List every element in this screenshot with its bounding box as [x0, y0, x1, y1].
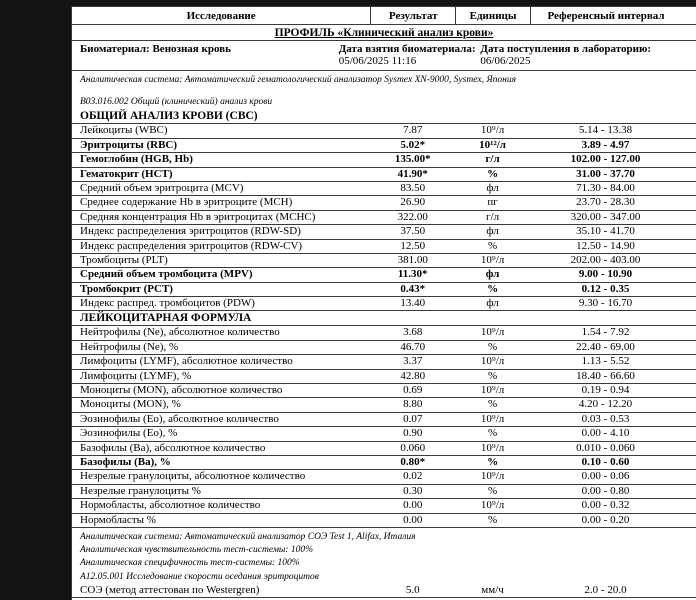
- table-row: [72, 196, 696, 210]
- test-result: 46.70: [400, 340, 426, 353]
- table-row: [72, 139, 696, 153]
- test-result: 135.00*: [394, 153, 431, 166]
- test-units: 10⁹/л: [480, 326, 505, 339]
- test-reference-interval: 71.30 - 84.00: [576, 181, 635, 194]
- test-name: Эозинофилы (Eo), абсолютное количество: [80, 412, 279, 425]
- test-result: 3.37: [403, 355, 423, 368]
- table-row: [72, 470, 696, 484]
- test-units: 10⁹/л: [480, 253, 505, 266]
- table-row: [72, 124, 696, 138]
- test-reference-interval: 0.00 - 4.10: [581, 427, 630, 440]
- biomaterial-row: [72, 41, 696, 71]
- test-result: 381.00: [397, 253, 428, 266]
- analytics-note-line: А12.05.001 Исследование скорости оседания эритроцитов: [80, 571, 319, 582]
- test-units: 10⁹/л: [480, 412, 505, 425]
- test-units: мм/ч: [481, 583, 504, 596]
- analytics-note-line: [72, 87, 696, 96]
- test-result: 7.87: [403, 124, 423, 137]
- test-result: 0.69: [403, 384, 423, 397]
- table-row: [72, 427, 696, 441]
- test-name: СОЭ (метод аттестован по Westergren): [80, 583, 260, 596]
- test-result: 0.07: [403, 412, 423, 425]
- test-name: Индекс распределения эритроцитов (RDW-SD): [80, 225, 301, 238]
- table-row: [72, 584, 696, 598]
- test-units: г/л: [485, 153, 500, 166]
- test-units: 10⁹/л: [480, 124, 505, 137]
- test-result: 0.43*: [400, 282, 426, 295]
- analytics-note-line: Аналитическая специфичность тест-системы: 100%: [80, 558, 300, 569]
- test-reference-interval: 3.89 - 4.97: [581, 138, 630, 151]
- report-title: ПРОФИЛЬ «Клинический анализ крови»: [274, 27, 494, 39]
- test-units: %: [487, 340, 498, 353]
- test-reference-interval: 0.00 - 0.20: [581, 513, 630, 526]
- table-row: [72, 370, 696, 384]
- test-reference-interval: 0.03 - 0.53: [581, 412, 630, 425]
- test-units: 10⁹/л: [480, 441, 505, 454]
- test-result: 0.80*: [400, 456, 426, 468]
- test-name: Лейкоциты (WBC): [80, 124, 168, 137]
- test-result: 11.30*: [397, 268, 428, 281]
- date-collected-value: 05/06/2025 11:16: [338, 55, 417, 67]
- test-name: Моноциты (MON), абсолютное количество: [80, 384, 283, 397]
- test-result: 13.40: [400, 297, 426, 310]
- lab-report-document: [71, 6, 696, 600]
- test-units: 10⁹/л: [480, 355, 505, 368]
- test-reference-interval: 9.00 - 10.90: [578, 268, 633, 281]
- table-row: [72, 297, 696, 311]
- test-name: Гематокрит (HCT): [80, 167, 173, 180]
- test-units: фл: [485, 268, 500, 281]
- test-name: Нейтрофилы (Ne), %: [80, 340, 179, 353]
- test-name: Незрелые гранулоциты, абсолютное количество: [80, 470, 306, 483]
- table-row: [72, 499, 696, 513]
- column-header-reference: Референсный интервал: [530, 7, 681, 24]
- test-name: Индекс распределения эритроцитов (RDW-CV): [80, 239, 303, 252]
- test-name: Нейтрофилы (Ne), абсолютное количество: [80, 326, 280, 339]
- table-row: [72, 283, 696, 297]
- date-received-cell: [480, 43, 696, 67]
- test-name: Средняя концентрация Hb в эритроцитах (MCHC): [80, 210, 316, 223]
- test-name: Моноциты (MON), %: [80, 398, 181, 411]
- test-reference-interval: 2.0 - 20.0: [584, 583, 627, 596]
- test-units: %: [487, 456, 499, 468]
- test-units: 10¹²/л: [479, 138, 506, 151]
- test-result: 0.90: [403, 427, 423, 440]
- date-collected-label: Дата взятия биоматериала:: [338, 43, 476, 55]
- test-result: 3.68: [403, 326, 423, 339]
- report-rows: [72, 71, 696, 598]
- section-title: ЛЕЙКОЦИТАРНАЯ ФОРМУЛА: [72, 311, 696, 326]
- table-header-row: [72, 6, 696, 25]
- test-name: Индекс распред. тромбоцитов (PDW): [80, 297, 255, 310]
- test-result: 5.0: [405, 583, 420, 596]
- report-title-row: [72, 25, 696, 41]
- test-units: %: [487, 484, 498, 497]
- test-result: 5.02*: [400, 138, 426, 151]
- test-units: г/л: [486, 210, 500, 223]
- test-reference-interval: 102.00 - 127.00: [570, 153, 641, 166]
- test-reference-interval: 12.50 - 14.90: [576, 239, 635, 252]
- test-result: 0.02: [403, 470, 423, 483]
- test-name: Лимфоциты (LYMF), абсолютное количество: [80, 355, 293, 368]
- test-name: Гемоглобин (HGB, Hb): [80, 153, 193, 166]
- table-row: [72, 355, 696, 369]
- test-reference-interval: 18.40 - 66.60: [576, 369, 635, 382]
- analytics-note-line: Аналитическая система: Автоматический гематологический анализатор Sysmex XN-9000, Sysmex, Япония: [80, 75, 516, 85]
- test-result: 12.50: [400, 239, 426, 252]
- test-units: %: [487, 282, 499, 295]
- test-units: %: [487, 398, 498, 411]
- test-units: %: [487, 239, 498, 252]
- analytics-notes-block: [72, 528, 696, 584]
- test-result: 0.00: [403, 499, 423, 512]
- test-result: 0.060: [400, 441, 426, 454]
- test-reference-interval: 5.14 - 13.38: [578, 124, 633, 137]
- analytics-notes-block: [72, 71, 696, 109]
- test-reference-interval: 35.10 - 41.70: [576, 225, 635, 238]
- table-row: [72, 456, 696, 470]
- analytics-note-line: В03.016.002 Общий (клинический) анализ крови: [80, 97, 273, 108]
- test-reference-interval: 0.00 - 0.06: [581, 470, 630, 483]
- test-reference-interval: 320.00 - 347.00: [570, 210, 641, 223]
- table-row: [72, 153, 696, 167]
- test-units: %: [487, 427, 498, 440]
- test-units: фл: [486, 297, 499, 310]
- column-header-test: Исследование: [186, 10, 256, 22]
- test-units: %: [487, 369, 498, 382]
- test-reference-interval: 23.70 - 28.30: [576, 196, 635, 209]
- test-reference-interval: 22.40 - 69.00: [576, 340, 635, 353]
- table-row: [72, 225, 696, 239]
- date-received-value: 06/06/2025: [480, 55, 531, 67]
- table-row: [72, 398, 696, 412]
- biomaterial-cell: [80, 43, 339, 67]
- table-row: [72, 442, 696, 456]
- test-result: 322.00: [397, 210, 428, 223]
- test-result: 83.50: [400, 181, 426, 194]
- test-name: Тромбоциты (PLT): [80, 253, 168, 266]
- test-name: Базофилы (Ba), абсолютное количество: [80, 441, 266, 454]
- test-name: Среднее содержание Hb в эритроците (MCH): [80, 196, 293, 209]
- table-row: [72, 326, 696, 340]
- test-name: Средний объем эритроцита (MCV): [80, 181, 244, 194]
- test-reference-interval: 31.00 - 37.70: [576, 167, 635, 180]
- biomaterial-label: Биоматериал:: [80, 43, 150, 55]
- column-header-result: Результат: [370, 7, 455, 24]
- test-name: Эритроциты (RBC): [80, 138, 178, 151]
- date-received-label: Дата поступления в лабораторию:: [480, 43, 652, 55]
- test-reference-interval: 202.00 - 403.00: [570, 253, 641, 266]
- test-units: %: [487, 167, 499, 180]
- table-row: [72, 182, 696, 196]
- test-result: 0.00: [403, 513, 423, 526]
- test-units: пг: [487, 196, 498, 209]
- test-reference-interval: 0.10 - 0.60: [581, 456, 630, 468]
- test-result: 42.80: [400, 369, 426, 382]
- test-reference-interval: 0.12 - 0.35: [581, 282, 630, 295]
- analytics-note-line: Аналитическая система: Автоматический анализатор СОЭ Test 1, Alifax, Италия: [80, 531, 416, 542]
- section-title: ОБЩИЙ АНАЛИЗ КРОВИ (CBC): [72, 109, 696, 124]
- test-units: 10⁹/л: [480, 384, 505, 397]
- test-reference-interval: 4.20 - 12.20: [578, 398, 633, 411]
- table-row: [72, 211, 696, 225]
- table-row: [72, 341, 696, 355]
- test-name: Эозинофилы (Eo), %: [80, 427, 178, 440]
- test-name: Незрелые гранулоциты %: [80, 484, 201, 497]
- table-row: [72, 485, 696, 499]
- table-row: [72, 254, 696, 268]
- test-units: фл: [486, 181, 499, 194]
- biomaterial-value: Венозная кровь: [152, 43, 231, 55]
- table-row: [72, 168, 696, 182]
- test-name: Нормобласты %: [80, 513, 156, 526]
- test-result: 8.80: [403, 398, 423, 411]
- test-reference-interval: 0.00 - 0.80: [581, 484, 630, 497]
- analytics-note-line: Аналитическая чувствительность тест-системы: 100%: [80, 545, 314, 556]
- test-name: Базофилы (Ba), %: [80, 456, 171, 468]
- test-reference-interval: 0.19 - 0.94: [581, 384, 630, 397]
- test-reference-interval: 1.13 - 5.52: [581, 355, 630, 368]
- test-units: %: [487, 513, 498, 526]
- test-result: 41.90*: [397, 167, 428, 180]
- test-name: Тромбокрит (PCT): [80, 282, 173, 295]
- test-reference-interval: 9.30 - 16.70: [578, 297, 633, 310]
- test-reference-interval: 0.010 - 0.060: [576, 441, 635, 454]
- test-name: Средний объем тромбоцита (MPV): [80, 268, 253, 281]
- table-row: [72, 268, 696, 282]
- test-units: 10⁹/л: [480, 470, 505, 483]
- test-name: Нормобласты, абсолютное количество: [80, 499, 261, 512]
- test-result: 37.50: [400, 225, 426, 238]
- table-row: [72, 514, 696, 528]
- table-row: [72, 240, 696, 254]
- test-name: Лимфоциты (LYMF), %: [80, 369, 192, 382]
- test-result: 26.90: [400, 196, 426, 209]
- table-row: [72, 384, 696, 398]
- test-reference-interval: 0.00 - 0.32: [581, 499, 630, 512]
- column-header-units: Единицы: [455, 7, 530, 24]
- test-result: 0.30: [403, 484, 423, 497]
- test-reference-interval: 1.54 - 7.92: [581, 326, 630, 339]
- test-units: фл: [486, 225, 499, 238]
- test-units: 10⁹/л: [480, 499, 505, 512]
- table-row: [72, 413, 696, 427]
- date-collected-cell: [339, 43, 481, 67]
